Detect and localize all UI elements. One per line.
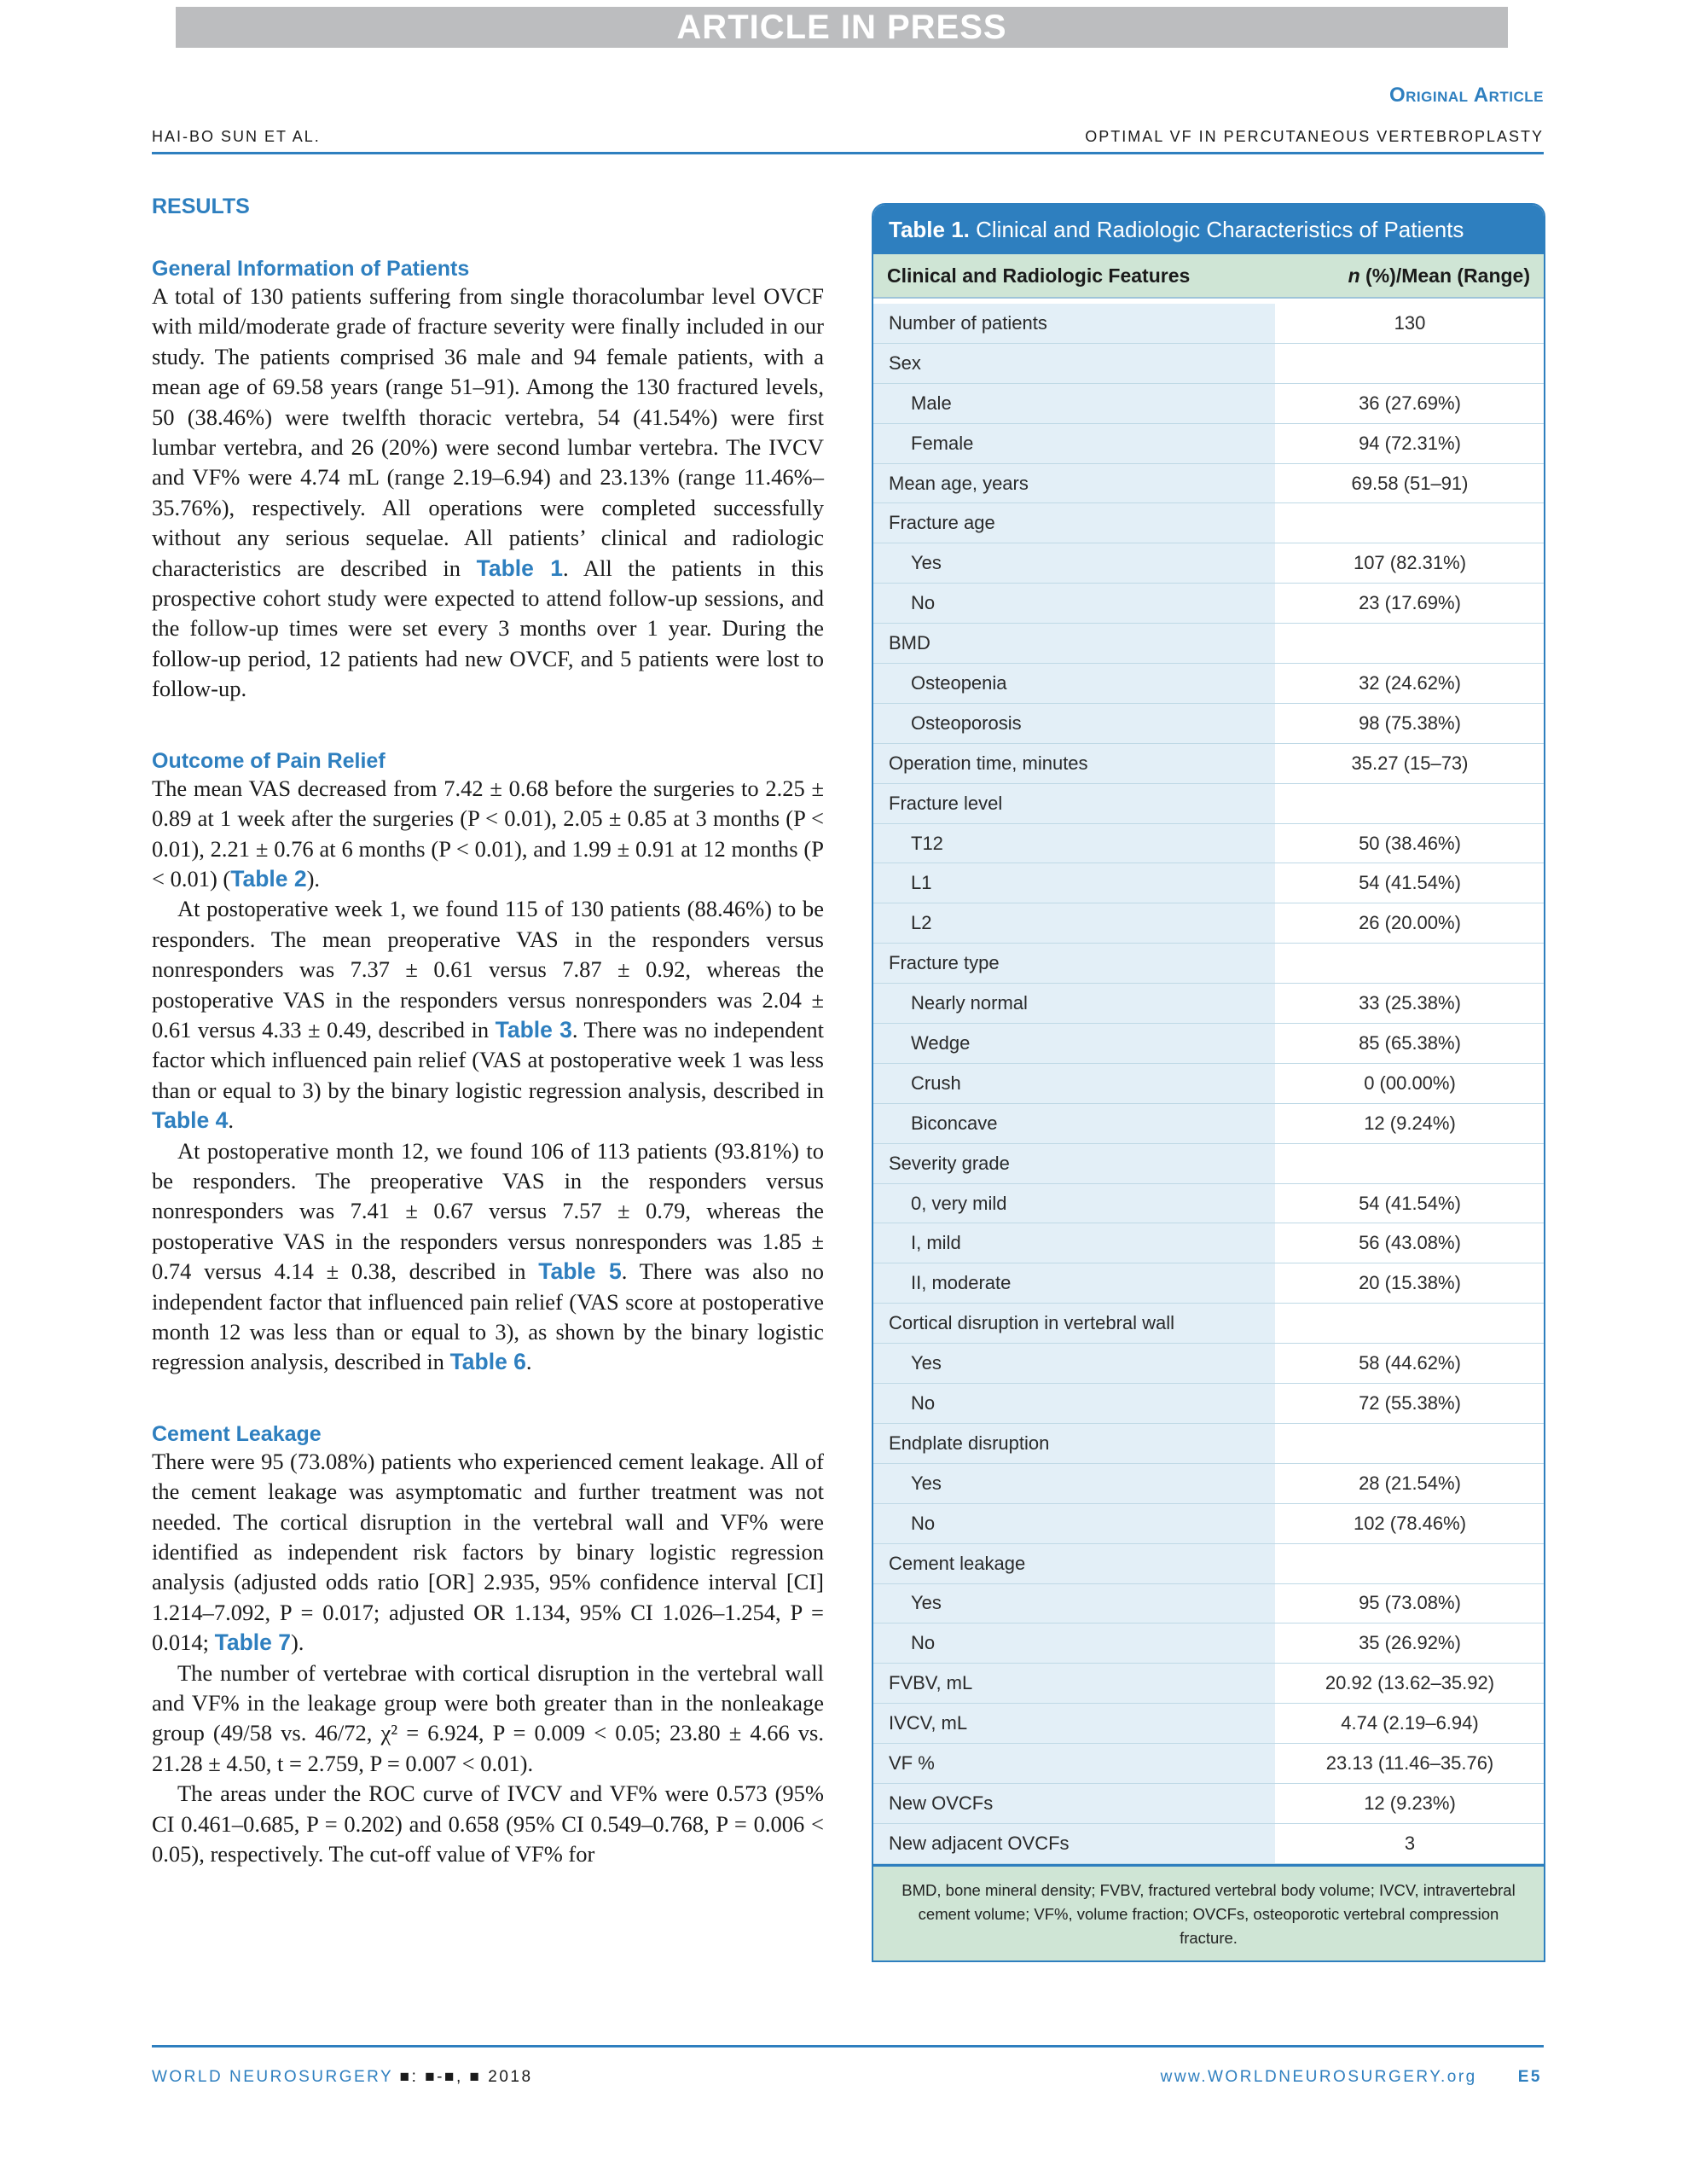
pain-relief-paragraph-2: At postoperative week 1, we found 115 of 130 patients (88.46%) to be responders. The mean preoperative VAS in the responders versus nonresponders was 7.37 ± 0.61 versus 7.87 ± 0.92, whereas the postoperative VAS in the responders versus nonresponders was 2.04 ± 0.61 versus 4.33 ± 0.49, described in Table 3. There was no independent factor which influenced pain relief (VAS at postoperative week 1 was less than or equal to 3) by the binary logistic regression analysis, described in Table 4. (152, 896, 824, 1134)
table-row (873, 464, 1544, 504)
row-value: 95 (73.08%) (1276, 1584, 1544, 1623)
row-value: 12 (9.24%) (1276, 1104, 1544, 1143)
row-label: Osteoporosis (873, 704, 1276, 743)
table-header-row (873, 254, 1544, 299)
row-label: Male (873, 384, 1276, 423)
row-label: Operation time, minutes (873, 744, 1276, 783)
row-value: 69.58 (51–91) (1276, 464, 1544, 503)
row-value: 98 (75.38%) (1276, 704, 1544, 743)
row-value: 72 (55.38%) (1276, 1384, 1544, 1423)
row-label: Nearly normal (873, 984, 1276, 1023)
table-row (873, 1384, 1544, 1424)
table-row (873, 1263, 1544, 1304)
footer-url (1161, 2068, 1542, 2087)
row-label: No (873, 584, 1276, 623)
table-title: Table 1. Clinical and Radiologic Characteristics of Patients (873, 205, 1544, 254)
table-row (873, 1024, 1544, 1064)
row-value: 54 (41.54%) (1276, 863, 1544, 903)
table-row (873, 1064, 1544, 1104)
row-label: II, moderate (873, 1263, 1276, 1303)
table-body (873, 299, 1544, 1864)
article-type-label: Original Article (1388, 84, 1544, 107)
row-value: 58 (44.62%) (1276, 1344, 1544, 1383)
row-value (1276, 344, 1544, 383)
footer-journal: WORLD NEUROSURGERY ■: ■-■, ■ 2018 (152, 2068, 533, 2086)
row-value: 20.92 (13.62–35.92) (1276, 1664, 1544, 1703)
row-label: New adjacent OVCFs (873, 1824, 1276, 1863)
row-label: IVCV, mL (873, 1704, 1276, 1743)
row-value: 94 (72.31%) (1276, 424, 1544, 463)
row-label: Yes (873, 1584, 1276, 1623)
row-label: VF % (873, 1744, 1276, 1783)
table-row (873, 984, 1544, 1024)
row-value: 20 (15.38%) (1276, 1263, 1544, 1303)
table-row (873, 1304, 1544, 1344)
table-row (873, 1104, 1544, 1144)
row-label: Cortical disruption in vertebral wall (873, 1304, 1276, 1343)
row-label: No (873, 1384, 1276, 1423)
row-value (1276, 1544, 1544, 1583)
row-value (1276, 1424, 1544, 1463)
table-row (873, 1584, 1544, 1624)
table-row (873, 304, 1544, 344)
row-value (1276, 1144, 1544, 1183)
row-value: 3 (1276, 1824, 1544, 1863)
row-value: 102 (78.46%) (1276, 1504, 1544, 1543)
row-label: Endplate disruption (873, 1424, 1276, 1463)
table-row (873, 1744, 1544, 1784)
row-value: 36 (27.69%) (1276, 384, 1544, 423)
cement-leakage-heading: Cement Leakage (152, 1421, 322, 1446)
row-label: Yes (873, 1344, 1276, 1383)
table-row (873, 1464, 1544, 1504)
table-1 (872, 203, 1545, 1962)
running-head-authors: HAI-BO SUN ET AL. (152, 128, 321, 145)
table-7-link[interactable]: Table 7 (214, 1629, 291, 1656)
table-2-link[interactable]: Table 2 (230, 865, 307, 892)
table-3-link[interactable]: Table 3 (495, 1016, 572, 1043)
table-row (873, 503, 1544, 543)
table-row (873, 1223, 1544, 1263)
row-label: Fracture age (873, 503, 1276, 543)
row-value (1276, 503, 1544, 543)
row-label: Yes (873, 543, 1276, 583)
cement-leakage-paragraph-2: The number of vertebrae with cortical disruption in the vertebral wall and VF% in the leakage group were both greater than in the nonleakage group (49/58 vs. 46/72, χ² = 6.924, P = 0.009 < 0.05; 23.80 ± 4.66 vs. 21.28 ± 4.50, t = 2.759, P = 0.007 < 0.01). (152, 1659, 824, 1776)
pain-relief-paragraph-1: The mean VAS decreased from 7.42 ± 0.68 before the surgeries to 2.25 ± 0.89 at 1 week after the surgeries (P < 0.01), 2.05 ± 0.85 at 3 months (P < 0.01), 2.21 ± 0.76 at 6 months (P < 0.01), and 1.99 ± 0.91 at 12 months (P < 0.01) (Table 2). (152, 775, 824, 892)
row-value: 23 (17.69%) (1276, 584, 1544, 623)
table-4-link[interactable]: Table 4 (152, 1107, 229, 1134)
row-label: 0, very mild (873, 1184, 1276, 1223)
general-info-heading: General Information of Patients (152, 257, 470, 281)
row-label: New OVCFs (873, 1784, 1276, 1823)
row-label: Osteopenia (873, 664, 1276, 703)
table-row (873, 1544, 1544, 1584)
table-row (873, 1664, 1544, 1704)
table-row (873, 784, 1544, 824)
pain-relief-heading: Outcome of Pain Relief (152, 748, 386, 773)
row-label: BMD (873, 624, 1276, 663)
row-value: 85 (65.38%) (1276, 1024, 1544, 1063)
table-row (873, 704, 1544, 744)
row-value: 50 (38.46%) (1276, 824, 1544, 863)
row-label: Fracture type (873, 944, 1276, 983)
row-label: Yes (873, 1464, 1276, 1503)
table-row (873, 344, 1544, 384)
table-row (873, 744, 1544, 784)
table-row (873, 903, 1544, 944)
row-value: 26 (20.00%) (1276, 903, 1544, 943)
table-row (873, 1623, 1544, 1664)
row-value: 54 (41.54%) (1276, 1184, 1544, 1223)
table-row (873, 1144, 1544, 1184)
table-row (873, 824, 1544, 864)
header-rule (152, 152, 1544, 154)
row-label: T12 (873, 824, 1276, 863)
row-value (1276, 944, 1544, 983)
article-in-press-banner: ARTICLE IN PRESS (176, 7, 1508, 48)
table-row (873, 1784, 1544, 1824)
row-value: 33 (25.38%) (1276, 984, 1544, 1023)
table-row (873, 664, 1544, 704)
results-heading: RESULTS (152, 195, 250, 218)
row-value: 0 (00.00%) (1276, 1064, 1544, 1103)
table-row (873, 1704, 1544, 1744)
row-value: 130 (1276, 304, 1544, 343)
row-label: Wedge (873, 1024, 1276, 1063)
table-row (873, 1824, 1544, 1864)
table-5-link[interactable]: Table 5 (538, 1258, 622, 1285)
pain-relief-paragraph-3: At postoperative month 12, we found 106 of 113 patients (93.81%) to be responders. The preoperative VAS in the responders versus nonresponders was 7.41 ± 0.67 versus 7.57 ± 0.79, whereas the postoperative VAS in the responders versus nonresponders was 1.85 ± 0.74 versus 4.14 ± 0.38, described in Table 5. There was also no independent factor that influenced pain relief (VAS score at postoperative month 12 was less than or equal to 3), as shown by the binary logistic regression analysis, described in Table 6. (152, 1137, 824, 1375)
table-footnote: BMD, bone mineral density; FVBV, fractured vertebral body volume; IVCV, intravertebral cement volume; VF%, volume fraction; OVCFs, osteoporotic vertebral compression fracture. (873, 1864, 1544, 1960)
table-row (873, 584, 1544, 624)
row-value: 56 (43.08%) (1276, 1223, 1544, 1263)
row-label: Female (873, 424, 1276, 463)
cement-leakage-paragraph-3: The areas under the ROC curve of IVCV and VF% were 0.573 (95% CI 0.461–0.685, P = 0.202) and 0.658 (95% CI 0.549–0.768, P = 0.006 < 0.05), respectively. The cut-off value of VF% for (152, 1780, 824, 1867)
table-row (873, 1344, 1544, 1384)
row-label: Cement leakage (873, 1544, 1276, 1583)
table-row (873, 624, 1544, 664)
row-value: 35.27 (15–73) (1276, 744, 1544, 783)
row-label: Mean age, years (873, 464, 1276, 503)
row-label: Crush (873, 1064, 1276, 1103)
row-value: 35 (26.92%) (1276, 1623, 1544, 1663)
column-header-values: n (%)/Mean (Range) (1348, 264, 1530, 287)
column-header-features: Clinical and Radiologic Features (887, 264, 1191, 287)
table-1-link[interactable]: Table 1 (476, 555, 564, 581)
table-row (873, 1424, 1544, 1464)
row-value (1276, 1304, 1544, 1343)
row-value: 107 (82.31%) (1276, 543, 1544, 583)
table-row (873, 424, 1544, 464)
table-row (873, 384, 1544, 424)
row-label: No (873, 1504, 1276, 1543)
row-label: I, mild (873, 1223, 1276, 1263)
running-head-title: OPTIMAL VF IN PERCUTANEOUS VERTEBROPLASTY (1085, 128, 1544, 145)
row-label: Number of patients (873, 304, 1276, 343)
row-label: L1 (873, 863, 1276, 903)
row-label: Severity grade (873, 1144, 1276, 1183)
row-value: 32 (24.62%) (1276, 664, 1544, 703)
row-value: 28 (21.54%) (1276, 1464, 1544, 1503)
table-row (873, 1184, 1544, 1224)
table-row (873, 944, 1544, 984)
row-label: No (873, 1623, 1276, 1663)
cement-leakage-paragraph-1: There were 95 (73.08%) patients who experienced cement leakage. All of the cement leakage was asymptomatic and further treatment was not needed. The cortical disruption in the vertebral wall and VF% were identified as independent risk factors by binary logistic regression analysis (adjusted odds ratio [OR] 2.935, 95% confidence interval [CI] 1.214–7.092, P = 0.017; adjusted OR 1.134, 95% CI 1.026–1.254, P = 0.014; Table 7). (152, 1448, 824, 1656)
row-label: FVBV, mL (873, 1664, 1276, 1703)
table-row (873, 1504, 1544, 1544)
row-value (1276, 624, 1544, 663)
table-row (873, 863, 1544, 903)
row-label: Biconcave (873, 1104, 1276, 1143)
table-6-link[interactable]: Table 6 (449, 1349, 526, 1375)
table-row (873, 543, 1544, 584)
general-info-paragraph: A total of 130 patients suffering from single thoracolumbar level OVCF with mild/moderate grade of fracture severity were finally included in our study. The patients comprised 36 male and 94 female patients, with a mean age of 69.58 years (range 51–91). Among the 130 fractured levels, 50 (38.46%) were twelfth thoracic vertebra, 54 (41.54%) were first lumbar vertebra, and 26 (20%) were second lumbar vertebra. The IVCV and VF% were 4.74 mL (range 2.19–6.94) and 23.13% (range 11.46%–35.76%), respectively. All operations were completed successfully without any serious sequelae. All patients’ clinical and radiologic characteristics are described in Table 1. All the patients in this prospective cohort study were expected to attend follow-up sessions, and the follow-up times were set every 3 months over 1 year. During the follow-up period, 12 patients had new OVCF, and 5 patients were lost to follow-up. (152, 283, 824, 702)
row-value: 12 (9.23%) (1276, 1784, 1544, 1823)
row-value (1276, 784, 1544, 823)
page-number: E5 (1517, 2068, 1542, 2086)
footer-rule (152, 2045, 1544, 2048)
row-label: Sex (873, 344, 1276, 383)
results-column (152, 195, 824, 1870)
journal-url-link[interactable]: www.WORLDNEUROSURGERY.org (1160, 2068, 1477, 2086)
row-label: Fracture level (873, 784, 1276, 823)
row-value: 23.13 (11.46–35.76) (1276, 1744, 1544, 1783)
row-label: L2 (873, 903, 1276, 943)
row-value: 4.74 (2.19–6.94) (1276, 1704, 1544, 1743)
